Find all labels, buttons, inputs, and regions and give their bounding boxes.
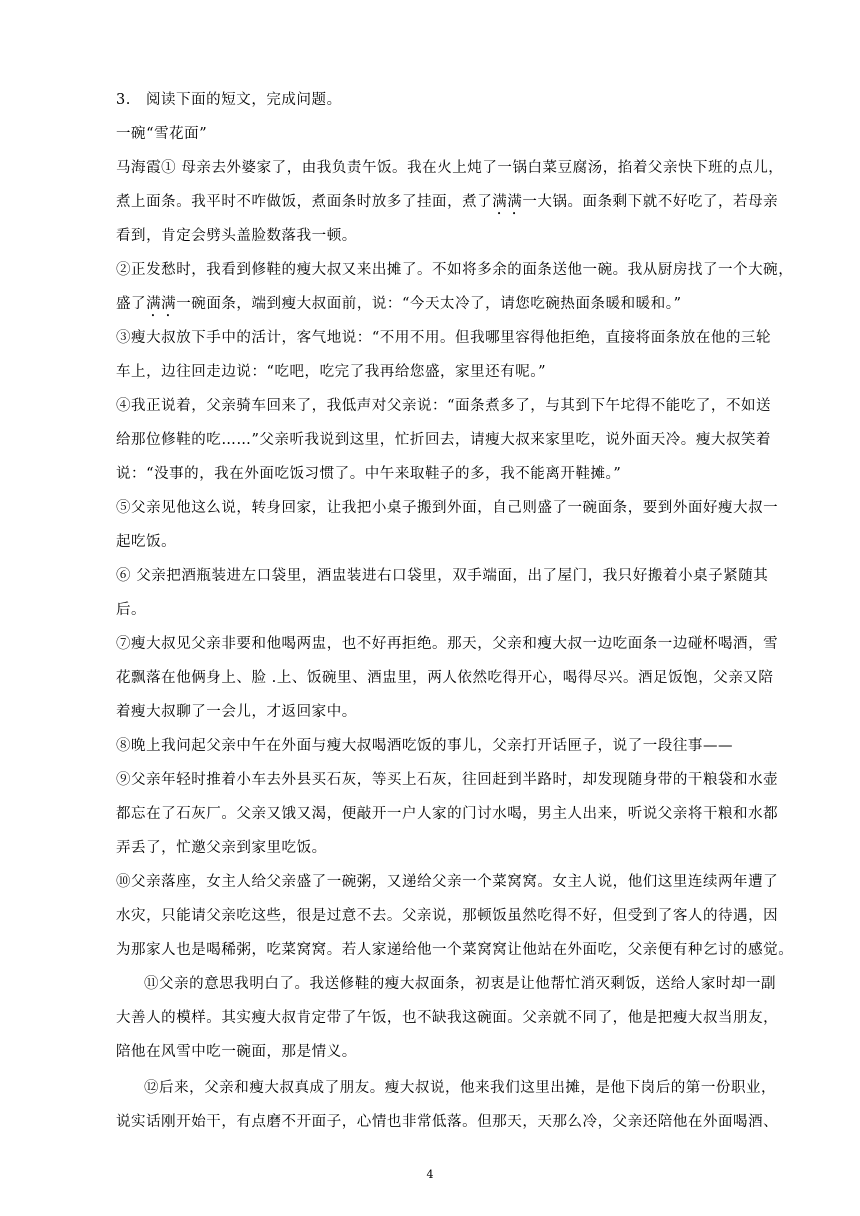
para11-line1: ⑪父亲的意思我明白了。我送修鞋的瘦大叔面条，初衷是让他帮忙消灭剩饭，送给人家时却一副	[144, 976, 777, 992]
para3-line2: 车上，边往回走边说：“吃吧，吃完了我再给您盛，家里还有呢。”	[116, 364, 547, 380]
para6-line1: ⑥ 父亲把酒瓶装进左口袋里，酒盅装进右口袋里，双手端面，出了屋门，我只好搬着小桌子紧随其	[116, 568, 769, 584]
para7-line3: 着瘦大叔聊了一会儿，才返回家中。	[116, 704, 357, 720]
para2-line2-end: 一碗面条，端到瘦大叔面前，说：“今天太冷了，请您吃碗热面条暖和暖和。”	[176, 296, 682, 312]
para2-line2	[116, 294, 780, 320]
para5-line2: 起吃饭。	[116, 534, 177, 550]
emphasis-word: 满满	[146, 296, 177, 312]
para7-line1: ⑦瘦大叔见父亲非要和他喝两盅，也不好再拒绝。那天，父亲和瘦大叔一边吃面条一边碰杯喝酒，雪	[116, 636, 779, 652]
emphasis-word: 满满	[492, 194, 523, 210]
para8-line1: ⑧晚上我问起父亲中午在外面与瘦大叔喝酒吃饭的事儿，父亲打开话匣子，说了一段往事——	[116, 738, 734, 754]
page-number: 4	[426, 1168, 434, 1181]
para2-line2-start: 盛了	[116, 296, 147, 312]
para3-line1: ③瘦大叔放下手中的活计，客气地说：“不用不用。但我哪里容得他拒绝，直接将面条放在他的三轮	[116, 330, 772, 346]
para2-line1: ②正发愁时，我看到修鞋的瘦大叔又来出摊了。不如将多余的面条送他一碗。我从厨房找了一个大碗，	[116, 262, 794, 278]
para9-line2: 都忘在了石灰厂。父亲又饿又渴，便敲开一户人家的门讨水喝，男主人出来，听说父亲将干粮和水都	[116, 806, 779, 822]
para12-line2: 说实话刚开始干，有点磨不开面子，心情也非常低落。但那天，天那么冷，父亲还陪他在外面喝酒、	[116, 1114, 779, 1130]
para4-line3: 说：“没事的，我在外面吃饭习惯了。中午来取鞋子的多，我不能离开鞋摊。”	[116, 466, 622, 482]
para1-line2-start: 煮上面条。我平时不咋做饭，煮面条时放多了挂面，煮了	[116, 194, 493, 210]
para9-line1: ⑨父亲年轻时推着小车去外县买石灰，等买上石灰，往回赶到半路时，却发现随身带的干粮袋和水壶	[116, 772, 779, 788]
para4-line2: 给那位修鞋的吃……”父亲听我说到这里，忙折回去，请瘦大叔来家里吃，说外面天冷。瘦大叔笑着	[116, 432, 772, 448]
para10-line1: ⑩父亲落座，女主人给父亲盛了一碗粥，又递给父亲一个菜窝窝。女主人说，他们这里连续两年遭了	[116, 874, 779, 890]
para12-line1: ⑫后来，父亲和瘦大叔真成了朋友。瘦大叔说，他来我们这里出摊，是他下岗后的第一份职业，	[144, 1080, 777, 1096]
story-title: 一碗“雪花面”	[116, 126, 208, 142]
para10-line3: 为那家人也是喝稀粥，吃菜窝窝。若人家递给他一个菜窝窝让他站在外面吃，父亲便有种乞讨的感觉。	[116, 942, 794, 958]
para1-line2-end: 一大锅。面条剩下就不好吃了，若母亲	[522, 194, 779, 210]
para6-line2: 后。	[116, 602, 147, 618]
para4-line1: ④我正说着，父亲骑车回来了，我低声对父亲说：“面条煮多了，与其到下午坨得不能吃了，不如送	[116, 398, 772, 414]
para9-line3: 弄丢了，忙邀父亲到家里吃饭。	[116, 840, 327, 856]
para7-line2: 花飘落在他俩身上、脸 .上、饭碗里、酒盅里，两人依然吃得开心，喝得尽兴。酒足饭饱，父亲又陪	[116, 670, 774, 686]
para1-line2	[116, 192, 780, 218]
para11-line3: 陪他在风雪中吃一碗面，那是情义。	[116, 1044, 357, 1060]
para5-line1: ⑤父亲见他这么说，转身回家，让我把小桌子搬到外面，自己则盛了一碗面条，要到外面好瘦大叔一	[116, 500, 779, 516]
para10-line2: 水灾，只能请父亲吃这些，很是过意不去。父亲说，那顿饭虽然吃得不好，但受到了客人的待遇，因	[116, 908, 779, 924]
para1-line1: 马海霞① 母亲去外婆家了，由我负责午饭。我在火上炖了一锅白菜豆腐汤，掐着父亲快下班的点儿，	[116, 160, 784, 176]
para11-line2: 大善人的模样。其实瘦大叔肯定带了午饭，也不缺我这碗面。父亲就不同了，他是把瘦大叔当朋友，	[116, 1010, 779, 1026]
question-heading: 3. 阅读下面的短文，完成问题。	[116, 92, 342, 108]
para1-line3: 看到，肯定会劈头盖脸数落我一顿。	[116, 228, 357, 244]
